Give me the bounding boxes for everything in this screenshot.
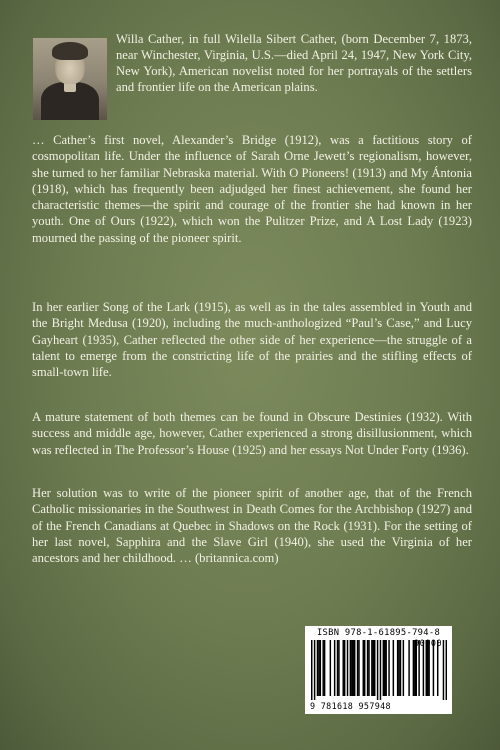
barcode-bar [334, 640, 335, 696]
barcode-bar [322, 640, 323, 696]
barcode-bar [373, 640, 374, 696]
barcode-bar [368, 640, 369, 696]
barcode-bar [357, 640, 358, 696]
barcode-bar [393, 640, 394, 696]
barcode-bar [374, 640, 375, 696]
barcode-bar [380, 640, 381, 700]
author-portrait-photo [33, 38, 107, 120]
ean-digits: 9 781618 957948 [310, 701, 391, 711]
barcode-bar [367, 640, 368, 696]
isbn-barcode [305, 626, 452, 714]
barcode-bar [351, 640, 352, 696]
barcode-bar [446, 640, 447, 700]
barcode-bar [398, 640, 399, 696]
barcode-bar [342, 640, 343, 696]
barcode-bar [353, 640, 354, 696]
barcode-bar [358, 640, 359, 696]
barcode-bar [344, 640, 345, 696]
barcode-bar [320, 640, 321, 696]
barcode-bar [314, 640, 315, 700]
paragraph-mature-statement: A mature statement of both themes can be found in Obscure Destinies (1932). With success and middle age, however, Cather experienced a strong disillusionment, which was reflected in The Professor’s House (1925) and her essays Not Under Forty (1936). [32, 410, 472, 457]
barcode-bar [311, 640, 312, 700]
barcode-bar [347, 640, 348, 696]
barcode-bar [364, 640, 365, 696]
barcode-bar [371, 640, 372, 696]
barcode-bar [400, 640, 401, 696]
portrait-hair [52, 42, 88, 60]
barcode-bar [338, 640, 339, 696]
barcode-bar [443, 640, 444, 700]
barcode-bar [385, 640, 386, 696]
barcode-bar [337, 640, 338, 696]
price-code: 90000 [414, 639, 443, 649]
barcode-bar [403, 640, 404, 696]
barcode-bar [363, 640, 364, 696]
barcode-bar [324, 640, 325, 696]
paragraph-pioneer-spirit: Her solution was to write of the pioneer spirit of another age, that of the French Catholic missionaries in the Southwest in Death Comes for the Archbishop (1927) and of the French Canadians at Quebec in Shadows on the Rock (1931). For the setting of her last novel, Sapphira and the Slave Girl (1940), she used the Virginia of her ancestors and her childhood. … (britannica.com) [32, 486, 472, 566]
author-intro-text: Willa Cather, in full Wilella Sibert Cather, (born December 7, 1873, near Winchester, Virginia, U.S.—died April 24, 1947, New York City, New York), American novelist noted for her portrayals of the settlers and frontier life on the American plains. [116, 32, 472, 94]
barcode-bars [311, 640, 447, 700]
isbn-label: ISBN 978-1-61895-794-8 [316, 628, 441, 638]
barcode-bar [383, 640, 384, 696]
barcode-bar [354, 640, 355, 696]
barcode-bar [384, 640, 385, 696]
barcode-bar [318, 640, 319, 696]
barcode-bar [317, 640, 318, 696]
barcode-bar [408, 640, 409, 696]
barcode-bar [377, 640, 378, 700]
barcode-bar [350, 640, 351, 696]
barcode-bar [388, 640, 389, 696]
paragraph-song-of-the-lark: In her earlier Song of the Lark (1915), as well as in the tales assembled in Youth and the Bright Medusa (1920), including the much-anthologized “Paul’s Case,” and Lucy Gayheart (1935), Cather reflected the other side of her experience—the struggle of a talent to emerge from the constricting life of the prairies and the stifling effects of small-town life. [32, 300, 472, 380]
barcode-bar [330, 640, 331, 696]
paragraph-early-novels: … Cather’s first novel, Alexander’s Bridge (1912), was a factitious story of cosmopolitan life. Under the influence of Sarah Orne Jewett’s regionalism, however, she turned to her familiar Nebraska material. With O Pioneers! (1913) and My Ántonia (1918), which has frequently been adjudged her finest achievement, she found her characteristic themes—the spirit and courage of the frontier she had known in her youth. One of Ours (1922), which won the Pulitzer Prize, and A Lost Lady (1923) mourned the passing of the pioneer spirit. [32, 133, 472, 245]
barcode-bar [397, 640, 398, 696]
